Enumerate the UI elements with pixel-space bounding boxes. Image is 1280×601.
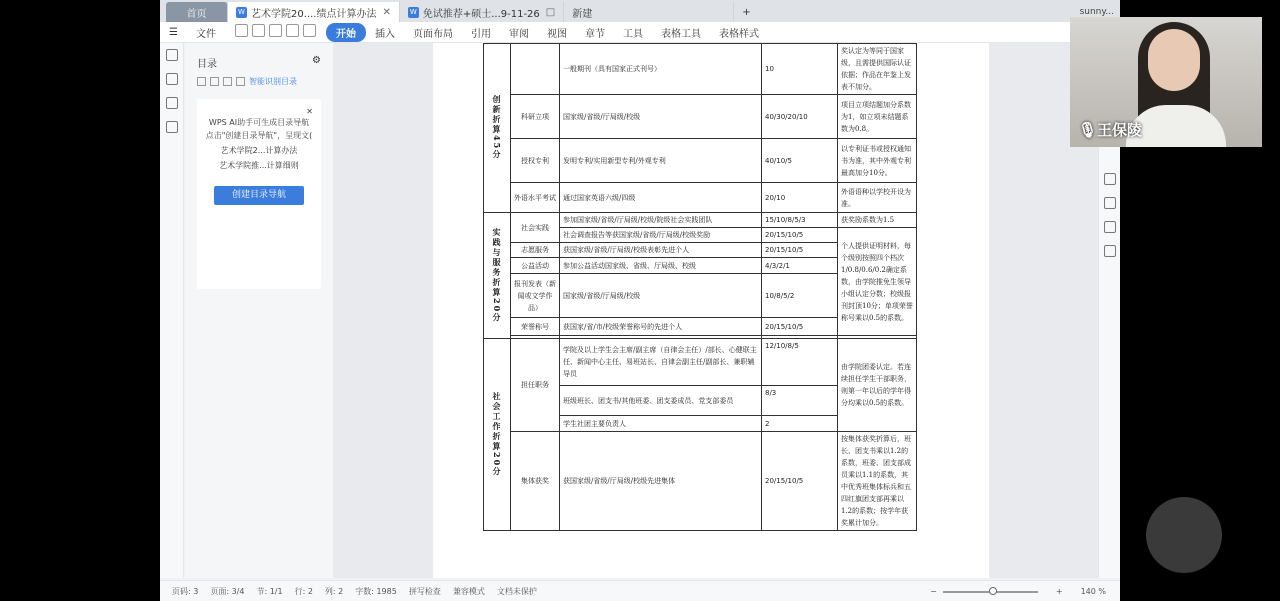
table-cell: 学院及以上学生会主席/副主席（自律会主任）/部长、心健联主任、新闻中心主任、易班站长、自律会副主任/副部长、兼职辅导员 [560,339,762,386]
table-cell: 获国家级/省级/厅局级/校级表彰先进个人 [560,243,762,258]
save-icon[interactable] [252,24,265,37]
hamburger-icon[interactable]: ☰ [169,26,178,38]
status-page: 页码: 3 [172,586,199,596]
table-cell: 10/8/5/2 [762,274,838,318]
document-icon: W [408,7,419,18]
smart-toc-button[interactable]: 智能识别目录 [249,77,297,86]
table-cell: 通过国家英语六级/四级 [560,183,762,213]
tab-document-2[interactable] [400,2,564,22]
zoom-level[interactable]: 140 % [1080,587,1106,596]
speaker-name-text: 王保陵 [1097,121,1143,139]
ai-toc-card [197,99,321,289]
compat-mode: 兼容模式 [452,586,485,596]
quick-tools [233,24,318,40]
expand-icon[interactable] [210,77,219,86]
close-icon[interactable]: □ [545,6,556,18]
protect-status[interactable]: 文档未保护 [496,586,537,596]
tab-bar [160,0,1120,22]
menu-section[interactable]: 章节 [584,28,605,40]
table-cell: 20/15/10/5 [762,318,838,336]
add-tab-button[interactable]: + [742,6,751,18]
status-bar [160,580,1120,601]
table-cell: 担任职务 [511,339,560,432]
menu-review[interactable]: 审阅 [508,28,529,40]
menu-table-style[interactable]: 表格样式 [718,28,759,40]
status-words[interactable]: 字数: 1985 [355,586,397,596]
zoom-slider[interactable] [943,591,1038,593]
bookmark-icon[interactable] [166,97,178,109]
menu-page-layout[interactable]: 页面布局 [412,28,453,40]
lock-icon[interactable] [1104,173,1116,185]
table-cell: 国家级/省级/厅局级/校级 [560,274,762,318]
table-row [484,213,917,228]
table-cell: 发明专利/实用新型专利/外观专利 [560,139,762,183]
table-cell: 由学院团委认定。若连续担任学生干部职务，则第一年以后的学年得分均乘以0.5的系数。 [838,339,917,432]
toc-item[interactable]: 艺术学院推...计算细则 [219,161,299,170]
person-face [1148,29,1200,91]
table-cell: 获国家/省/市/校级荣誉称号的先进个人 [560,318,762,336]
microphone-icon: 🎙 [1078,121,1098,139]
toc-panel [185,43,333,578]
table-cell: 20/15/10/5 [762,432,838,531]
table-row [484,339,917,386]
table-cell: 以专利证书或授权通知书为准，其中外观专利最高加分10分。 [838,139,917,183]
menu-reference[interactable]: 引用 [470,28,491,40]
table-cell: 20/15/10/5 [762,228,838,243]
table-cell: 12/10/8/5 [762,339,838,386]
tab-label: 艺术学院20....绩点计算办法 [251,8,377,20]
table-cell: 15/10/8/5/3 [762,213,838,228]
status-pages: 页面: 3/4 [210,586,245,596]
redo-icon[interactable] [303,24,316,37]
undo-icon[interactable] [286,24,299,37]
table-row [484,95,917,139]
table-cell: 社会实践 [511,213,560,243]
status-section: 节: 1/1 [256,586,283,596]
table-cell: 项目立项结题加分系数为1，如立项未结题系数为0.8。 [838,95,917,139]
table-cell: 公益活动 [511,258,560,274]
score-table [483,43,917,531]
create-toc-button[interactable]: 创建目录导航 [214,186,304,205]
menu-file[interactable]: 文件 [195,28,216,40]
user-account[interactable]: sunny... [1079,7,1114,17]
settings-icon[interactable]: ⚙ [312,55,321,66]
search-icon[interactable] [166,121,178,133]
table-cell: 志愿服务 [511,243,560,258]
toc-item[interactable]: 艺术学院2...计算办法 [220,146,298,155]
document-page[interactable] [433,43,989,578]
table-cell: 学生社团主要负责人 [560,416,762,432]
table-cell: 按集体获奖折算后，班长、团支书乘以1.2的系数，班委、团支部成员乘以1.1的系数，其中优秀班集体标兵和五四红旗团支部再乘以1.2的系数；按学年获奖累计加分。 [838,432,917,531]
speaker-name [1078,119,1142,140]
tab-document-1[interactable] [228,2,400,22]
menu-view[interactable]: 视图 [546,28,567,40]
section-label: 创新折算45分 [484,44,511,213]
close-icon[interactable]: ✕ [306,107,313,116]
table-cell: 班级班长、团支书/其他班委、团支委成员、党支部委员 [560,386,762,416]
tab-label: 新建 [572,8,593,20]
document-area [333,43,1098,578]
tab-home[interactable] [166,2,228,22]
ai-hint-line: 点击"创建目录导航"，呈现文( [205,131,313,140]
table-cell: 荣誉称号 [511,318,560,336]
image-icon[interactable] [1104,245,1116,257]
tab-label: 免试推荐+硕士...9-11-26 [422,8,540,20]
table-cell: 科研立项 [511,95,560,139]
tab-new[interactable] [564,2,734,22]
section-label: 社会工作折算20分 [484,339,511,531]
table-cell: 报刊发表（新闻或文学作品） [511,274,560,318]
table-cell: 国家级/省级/厅局级/校级 [560,95,762,139]
left-icon-strip [160,43,184,578]
status-row: 行: 2 [294,586,313,596]
table-cell: 2 [762,416,838,432]
table-cell [511,44,560,95]
print-icon[interactable] [269,24,282,37]
menu-start[interactable]: 开始 [326,23,366,42]
toc-icon[interactable] [166,49,178,61]
history-icon[interactable] [1104,221,1116,233]
open-icon[interactable] [235,24,248,37]
table-cell: 个人提供证明材料，每个级别按照四个档次1/0.8/0.6/0.2确定系数，由学院推免生领导小组认定分数；校级报刊封顶10分；单项荣誉称号乘以0.5的系数。 [838,228,917,336]
video-overlay [1070,17,1262,147]
table-row [484,139,917,183]
table-cell: 授权专利 [511,139,560,183]
add-icon[interactable] [223,77,232,86]
ai-hint-line: WPS AI助手可生成目录导航 [208,118,310,127]
menu-bar [160,22,1120,43]
table-cell: 20/10 [762,183,838,213]
remove-icon[interactable] [236,77,245,86]
zoom-knob[interactable] [989,587,997,595]
table-row [484,432,917,531]
table-cell: 20/15/10/5 [762,243,838,258]
toc-title: 目录 [197,59,217,70]
zoom-out-icon[interactable]: − [930,587,937,596]
mute-mic-button[interactable] [1146,497,1222,573]
section-label: 实践与服务折算20分 [484,213,511,339]
close-icon[interactable]: ✕ [382,6,391,18]
zoom-control [918,581,1106,601]
table-cell: 获国家级/省级/厅局级/校级先进集体 [560,432,762,531]
collapse-icon[interactable] [197,77,206,86]
menu-table-tools[interactable]: 表格工具 [660,28,701,40]
zoom-in-icon[interactable]: + [1055,587,1063,596]
table-row [484,44,917,95]
document-icon: W [236,7,247,18]
table-cell: 4/3/2/1 [762,258,838,274]
table-cell: 参加国家级/省级/厅局级/校级/院级社会实践团队 [560,213,762,228]
table-cell: 奖认定为等同于国家级，且需提供国际认证依据；作品在年鉴上发表不加分。 [838,44,917,95]
table-cell: 一般期刊（具有国家正式刊号） [560,44,762,95]
cursor-icon[interactable] [1104,197,1116,209]
table-cell: 社会调查报告等获国家级/省级/厅局级/校级奖励 [560,228,762,243]
table-cell: 40/10/5 [762,139,838,183]
table-cell: 获奖励系数为1.5 [838,213,917,228]
table-cell: 40/30/20/10 [762,95,838,139]
table-cell: 外语语种以学校开设为准。 [838,183,917,213]
table-cell: 10 [762,44,838,95]
menu-tools[interactable]: 工具 [622,28,643,40]
tab-home-label: 首页 [186,8,207,20]
menu-insert[interactable]: 插入 [374,28,395,40]
table-cell: 8/3 [762,386,838,416]
table-cell: 集体获奖 [511,432,560,531]
wps-window [160,0,1120,601]
table-cell: 外语水平考试 [511,183,560,213]
spell-check-button[interactable]: 拼写检查 [408,586,441,596]
pages-icon[interactable] [166,73,178,85]
table-row [484,183,917,213]
table-cell: 参加公益活动国家级、省级、厅局级、校级 [560,258,762,274]
status-col: 列: 2 [324,586,344,596]
